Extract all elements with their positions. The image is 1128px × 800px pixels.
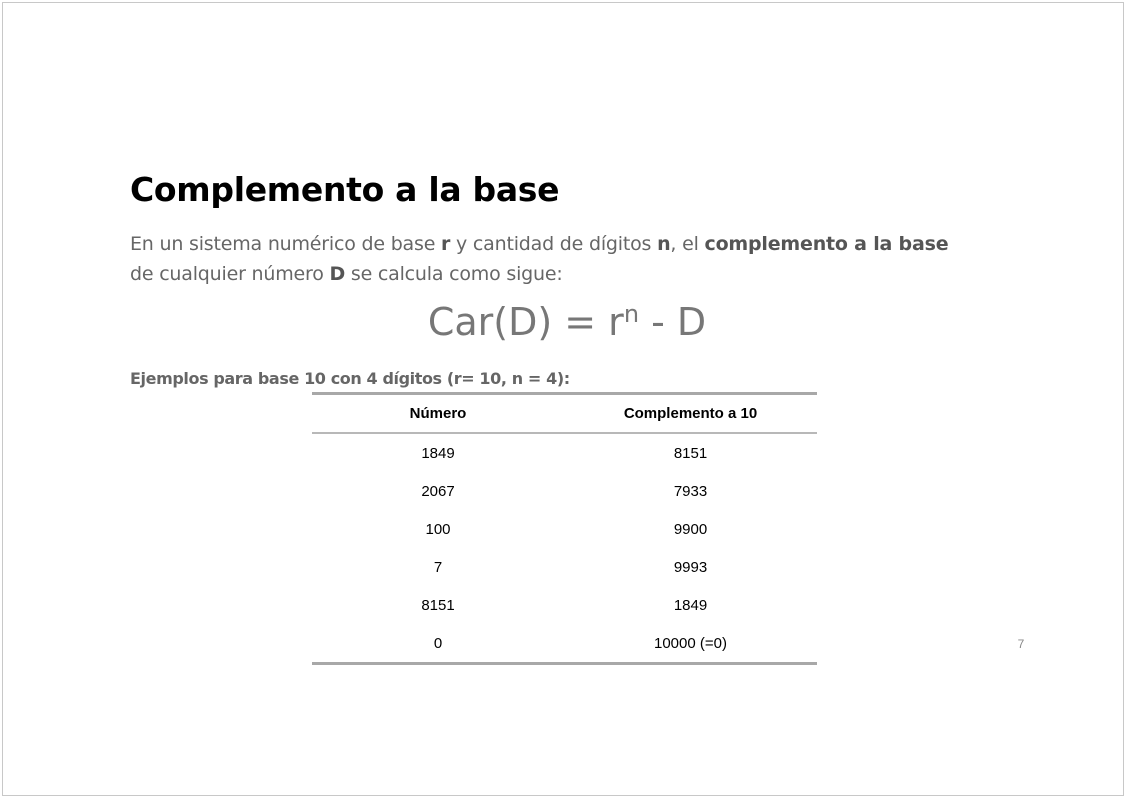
cell-numero: 1849 [421,444,455,462]
header-complemento: Complemento a 10 [564,394,817,434]
intro-var-d: D [329,263,346,285]
intro-term: complemento a la base [704,233,949,255]
cell-numero: 100 [425,520,451,538]
header-numero: Número [312,394,564,434]
cell-complemento: 10000 (=0) [654,634,727,652]
formula [3,297,1128,347]
examples-caption: Ejemplos para base 10 con 4 dígitos (r= 10, n = 4): [130,369,570,388]
formula-exponent: n [623,299,640,328]
slide-title: Complemento a la base [130,170,560,209]
cell-numero: 7 [433,558,443,576]
intro-text-2: y cantidad de dígitos [450,233,658,255]
cell-complemento: 9993 [673,558,708,576]
table-row [312,433,817,472]
formula-lhs: Car(D) = r [427,300,624,344]
formula-rhs: - D [639,300,707,344]
cell-numero: 0 [433,634,443,652]
table-row [312,472,817,510]
cell-complemento: 8151 [673,444,708,462]
table-header-row [312,394,817,434]
cell-numero: 2067 [421,482,455,500]
cell-complemento: 1849 [673,596,708,614]
intro-var-r: r [441,233,451,255]
intro-var-n: n [657,233,671,255]
intro-text-4: de cualquier número [130,263,330,285]
cell-numero: 8151 [421,596,455,614]
intro-text-3: , el [670,233,705,255]
table-row [312,548,817,586]
intro-text-1: En un sistema numérico de base [130,233,442,255]
table-row [312,624,817,664]
table-row [312,586,817,624]
cell-complemento: 9900 [673,520,708,538]
intro-text-5: se calcula como sigue: [345,263,563,285]
intro-paragraph [130,229,970,289]
complement-table [312,392,817,665]
cell-complemento: 7933 [673,482,708,500]
page-number: 7 [1017,637,1025,651]
table-row [312,510,817,548]
